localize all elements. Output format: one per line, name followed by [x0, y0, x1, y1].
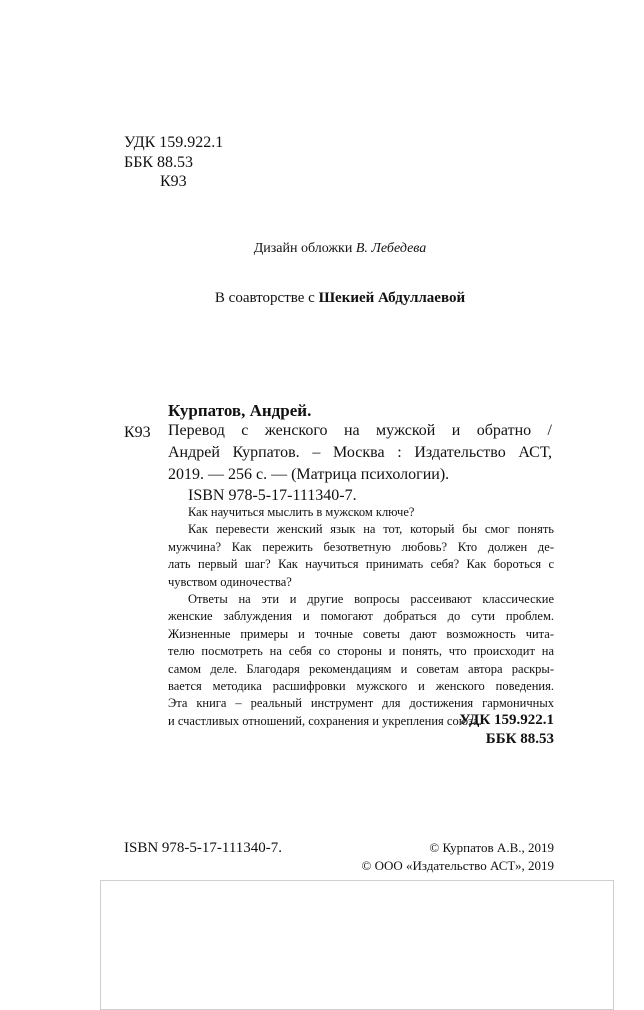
- bib-isbn: ISBN 978-5-17-111340-7.: [188, 487, 357, 504]
- annotation-line: Эта книга – реальный инструмент для достижения гармоничных: [168, 696, 554, 711]
- footer-bbk-code: ББК 88.53: [485, 731, 554, 747]
- cover-design-prefix: Дизайн обложки: [253, 241, 356, 256]
- annotation-line: самом деле. Благодаря рекомендациям и советам автора раскры-: [168, 661, 554, 676]
- footer-isbn: ISBN 978-5-17-111340-7.: [124, 840, 283, 856]
- annotation-line: чувством одиночества?: [168, 574, 292, 589]
- annotation-line: Как научиться мыслить в мужском ключе?: [188, 505, 415, 519]
- annotation-line: вается методика расшифровки мужского и женского поведения.: [168, 679, 554, 694]
- annotation: [168, 504, 554, 730]
- bib-line: Перевод с женского на мужской и обратно /: [168, 422, 552, 439]
- udk-code: УДК 159.922.1: [124, 134, 224, 151]
- coauthor-credit: [0, 289, 644, 307]
- bib-line: Андрей Курпатов. – Москва : Издательство АСТ,: [168, 444, 552, 461]
- bib-author-code: К93: [124, 424, 151, 441]
- annotation-line: лать первый шаг? Как научиться принимать себя? Как бороться с: [168, 557, 554, 572]
- copyright-author: © Курпатов А.В., 2019: [429, 840, 554, 855]
- author-code: К93: [160, 173, 187, 190]
- cover-design-credit: [0, 240, 644, 258]
- annotation-line: Как перевести женский язык на тот, который бы смог понять: [188, 522, 554, 537]
- annotation-line: телю посмотреть на себя со стороны и понять, что происходит на: [168, 644, 554, 659]
- annotation-line: женские заблуждения и помогают добраться до сути проблем.: [168, 609, 554, 624]
- coauthor-prefix: В соавторстве с: [214, 290, 319, 306]
- coauthor-name: Шекией Абдуллаевой: [318, 290, 466, 306]
- bib-description: [168, 420, 552, 486]
- cover-designer-name: В. Лебедева: [355, 241, 427, 256]
- annotation-line: Жизненные примеры и точные советы дают возможность чита-: [168, 626, 554, 641]
- annotation-line: и счастливых отношений, сохранения и укрепления союза.: [168, 713, 482, 728]
- bib-line: 2019. — 256 с. — (Матрица психологии).: [168, 466, 450, 483]
- annotation-line: Ответы на эти и другие вопросы рассеивают классические: [188, 592, 554, 607]
- bbk-code: ББК 88.53: [124, 154, 194, 171]
- page-frame: [100, 880, 614, 1010]
- footer-udk-code: УДК 159.922.1: [459, 712, 554, 728]
- copyright-publisher: © ООО «Издательство АСТ», 2019: [361, 858, 554, 873]
- annotation-line: мужчина? Как пережить безответную любовь? Кто должен де-: [168, 539, 554, 554]
- bib-author: Курпатов, Андрей.: [168, 401, 312, 420]
